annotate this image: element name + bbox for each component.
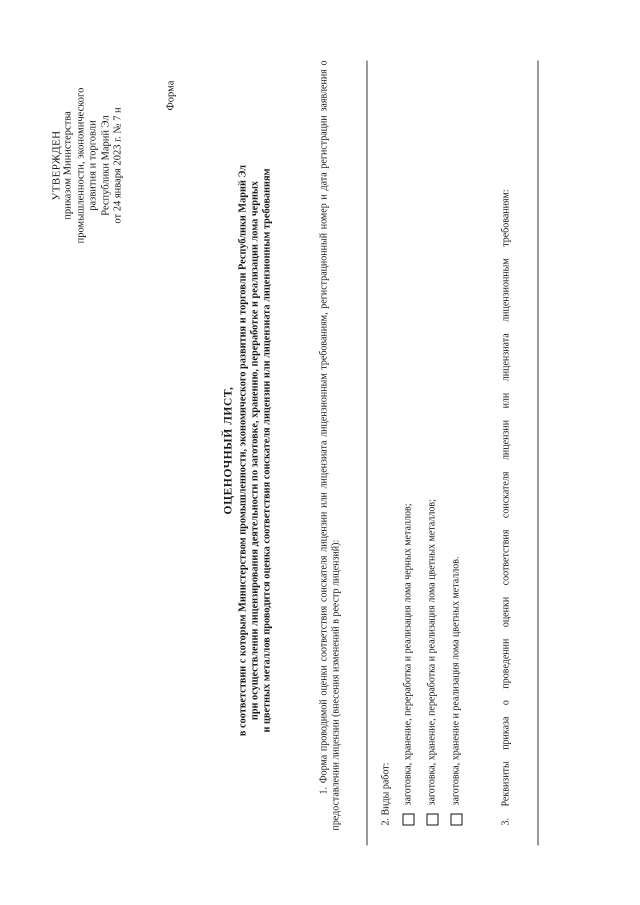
work-type-label: заготовка, хранение, переработка и реализация лома цветных металлов;	[426, 498, 438, 805]
work-type-option[interactable]	[396, 125, 420, 825]
work-type-label: заготовка, хранение, переработка и реализация лома черных металлов;	[402, 503, 414, 805]
approval-line: приказом Министерства	[62, 110, 74, 220]
document-subtitle	[237, 90, 274, 810]
section-3-text: 3. Реквизиты приказа о проведении оценки соответствия соискателя лицензии или лицензиата лицензионным требованиям:	[500, 188, 511, 825]
approval-stamp	[50, 45, 124, 285]
checkbox-icon[interactable]	[426, 813, 438, 825]
section-2-label: 2. Виды работ:	[380, 762, 391, 825]
subtitle-line: и цветных металлов проводится оценка соответствия соискателя лицензии или лицензиата лицензионным требованиям	[261, 167, 273, 733]
approval-line: от 24 января 2023 г. № 7 н	[112, 106, 124, 224]
form-label: Форма	[165, 80, 176, 110]
checkbox-icon[interactable]	[450, 813, 462, 825]
work-type-option[interactable]	[444, 125, 468, 825]
approval-line: развития и торговли	[87, 119, 99, 211]
checkbox-icon[interactable]	[402, 813, 414, 825]
approval-heading: УТВЕРЖДЕН	[50, 130, 62, 200]
subtitle-line: в соответствии с которым Министерством промышленности, экономического развития и торговли Республики Марий Эл	[237, 164, 248, 736]
approval-line: Республики Марий Эл	[99, 114, 111, 216]
work-type-option[interactable]	[420, 125, 444, 825]
approval-line: промышленности, экономического	[74, 87, 86, 243]
title-block	[222, 90, 274, 810]
section-1	[318, 60, 343, 830]
divider	[366, 60, 367, 845]
divider	[537, 60, 538, 845]
section-1-text: 1. Форма проводимой оценки соответствия соискателя лицензии или лицензиата лицензионным требованиям, регистрационный номер и дата регистрации заявления о предоставлении лицензии (внесения изменений в реестр лицензий):	[318, 60, 342, 830]
document-title: ОЦЕНОЧНЫЙ ЛИСТ,	[222, 386, 234, 514]
section-2	[380, 125, 468, 825]
work-type-label: заготовка, хранение и реализация лома цветных металлов.	[450, 556, 462, 805]
section-3	[500, 55, 512, 825]
subtitle-line: при осуществлении лицензирования деятельности по заготовке, хранению, переработке и реализации лома черных	[249, 180, 261, 720]
